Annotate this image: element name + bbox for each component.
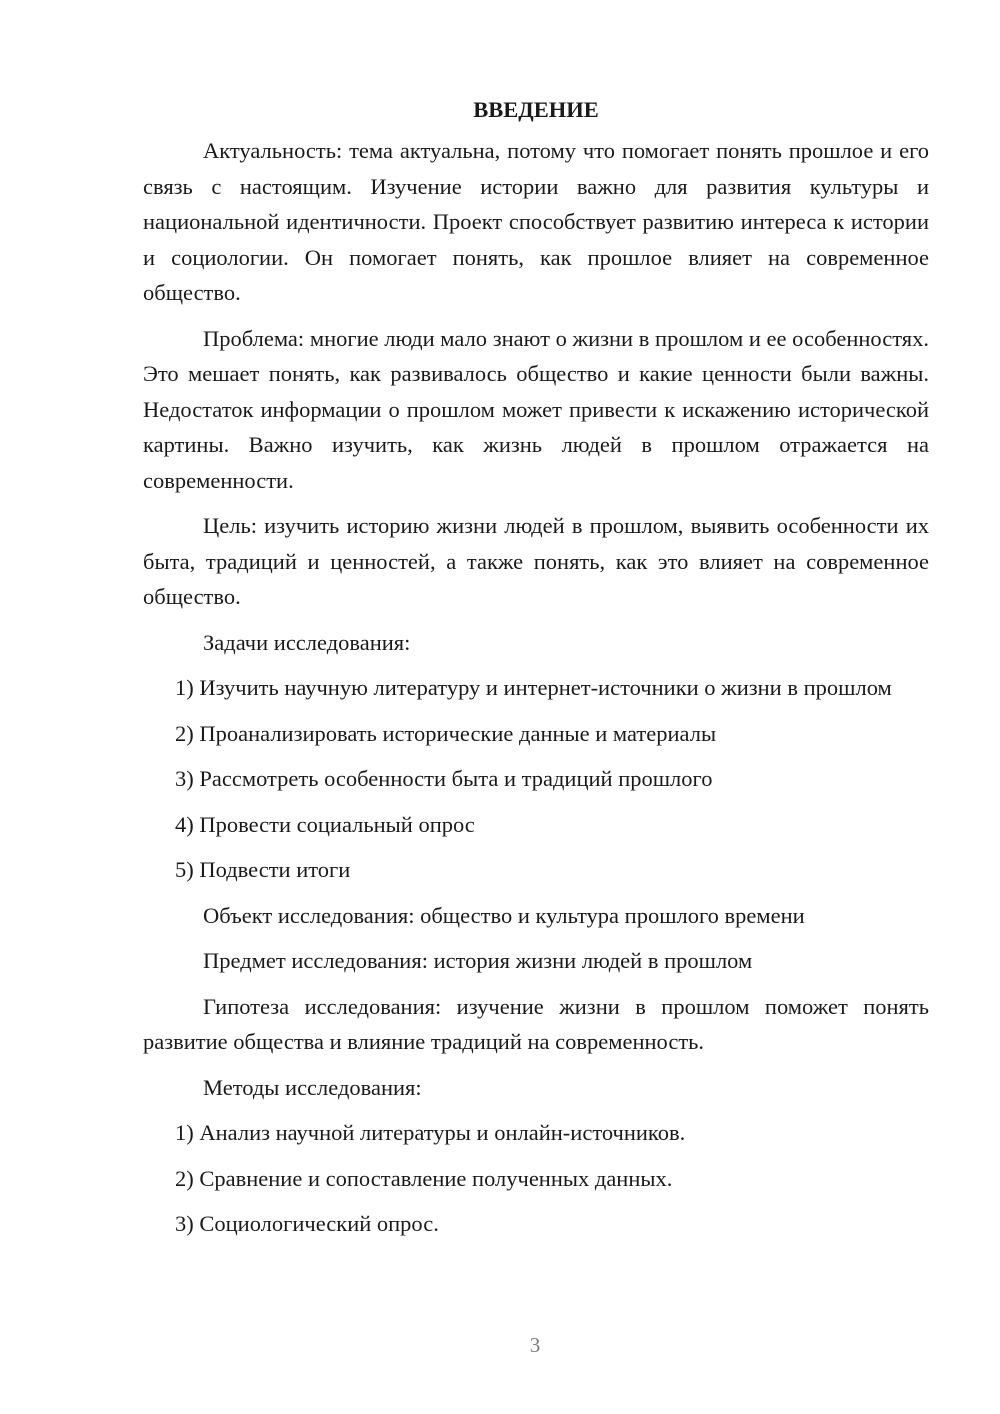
object-paragraph: Объект исследования: общество и культура прошлого времени <box>203 902 805 928</box>
task-item-5: 5) Подвести итоги <box>175 857 351 882</box>
goal-paragraph: Цель: изучить историю жизни людей в прошлом, выявить особенности их быта, традиций и ценностей, а также понять, как это влияет на современное общество. <box>143 513 929 609</box>
section-title: ВВЕДЕНИЕ <box>473 97 599 122</box>
document-body <box>143 92 929 1252</box>
subject-paragraph: Предмет исследования: история жизни людей в прошлом <box>203 948 753 973</box>
method-item-1: 1) Анализ научной литературы и онлайн-источников. <box>175 1120 686 1145</box>
task-item-4: 4) Провести социальный опрос <box>175 811 475 837</box>
hypothesis-paragraph: Гипотеза исследования: изучение жизни в прошлом поможет понять развитие общества и влияние традиций на современность. <box>143 993 929 1054</box>
problem-paragraph: Проблема: многие люди мало знают о жизни в прошлом и ее особенностях. Это мешает понять, как развивалось общество и какие ценности были важны. Недостаток информации о прошлом может привести к искажению исторической картины. Важно изучить, как жизнь людей в прошлом отражается на современности. <box>143 325 929 493</box>
task-item-2: 2) Проанализировать исторические данные и материалы <box>175 720 717 746</box>
task-item-1: 1) Изучить научную литературу и интернет-источники о жизни в прошлом <box>175 675 892 700</box>
relevance-paragraph: Актуальность: тема актуальна, потому что помогает понять прошлое и его связь с настоящим. Изучение истории важно для развития культуры и национальной идентичности. Проект способствует развитию интереса к истории и социологии. Он помогает понять, как прошлое влияет на современное общество. <box>143 138 929 305</box>
method-item-2: 2) Сравнение и сопоставление полученных данных. <box>175 1165 673 1191</box>
methods-heading: Методы исследования: <box>203 1074 422 1100</box>
task-item-3: 3) Рассмотреть особенности быта и традиций прошлого <box>175 766 713 791</box>
method-item-3: 3) Социологический опрос. <box>175 1211 439 1236</box>
page-number: 3 <box>529 1333 541 1357</box>
tasks-heading: Задачи исследования: <box>203 629 411 655</box>
